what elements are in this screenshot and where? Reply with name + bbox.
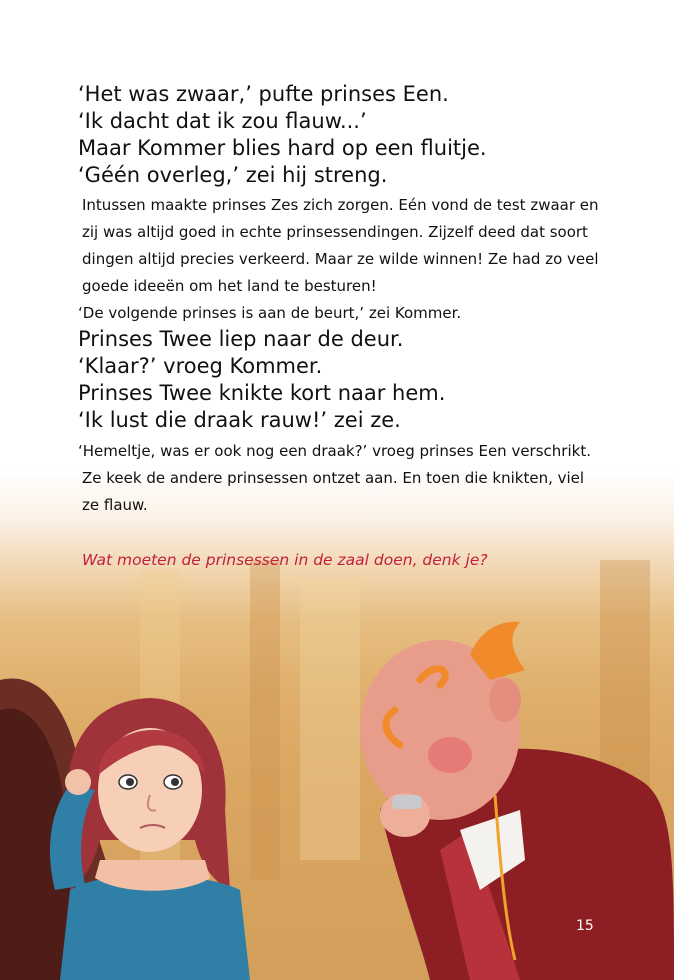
illustration <box>0 560 674 980</box>
story-line: ‘Hemeltje, was er ook nog een draak?’ vroeg prinses Een verschrikt. <box>78 442 591 460</box>
story-line: zij was altijd goed in echte prinsessendingen. Zijzelf deed dat soort <box>82 223 588 241</box>
story-line: ‘Ik lust die draak rauw!’ zei ze. <box>78 408 401 432</box>
story-line: Ze keek de andere prinsessen ontzet aan. En toen die knikten, viel <box>82 469 585 487</box>
story-line: Maar Kommer blies hard op een fluitje. <box>78 136 487 160</box>
reading-question: Wat moeten de prinsessen in de zaal doen, denk je? <box>82 551 488 569</box>
page-number: 15 <box>576 918 594 934</box>
story-line: ‘Het was zwaar,’ pufte prinses Een. <box>78 82 449 106</box>
story-line: dingen altijd precies verkeerd. Maar ze wilde winnen! Ze had zo veel <box>82 250 599 268</box>
story-line: ‘Géén overleg,’ zei hij streng. <box>78 163 388 187</box>
girl <box>50 698 250 980</box>
story-line: ‘Klaar?’ vroeg Kommer. <box>78 354 323 378</box>
story-line: ‘De volgende prinses is aan de beurt,’ zei Kommer. <box>78 304 462 322</box>
story-line: ze flauw. <box>82 496 148 514</box>
story-line: ‘Ik dacht dat ik zou flauw...’ <box>78 109 367 133</box>
story-line: Prinses Twee knikte kort naar hem. <box>78 381 446 405</box>
story-line: Intussen maakte prinses Zes zich zorgen. Eén vond de test zwaar en <box>82 196 599 214</box>
story-line: goede ideeën om het land te besturen! <box>82 277 377 295</box>
story-line: Prinses Twee liep naar de deur. <box>78 327 404 351</box>
